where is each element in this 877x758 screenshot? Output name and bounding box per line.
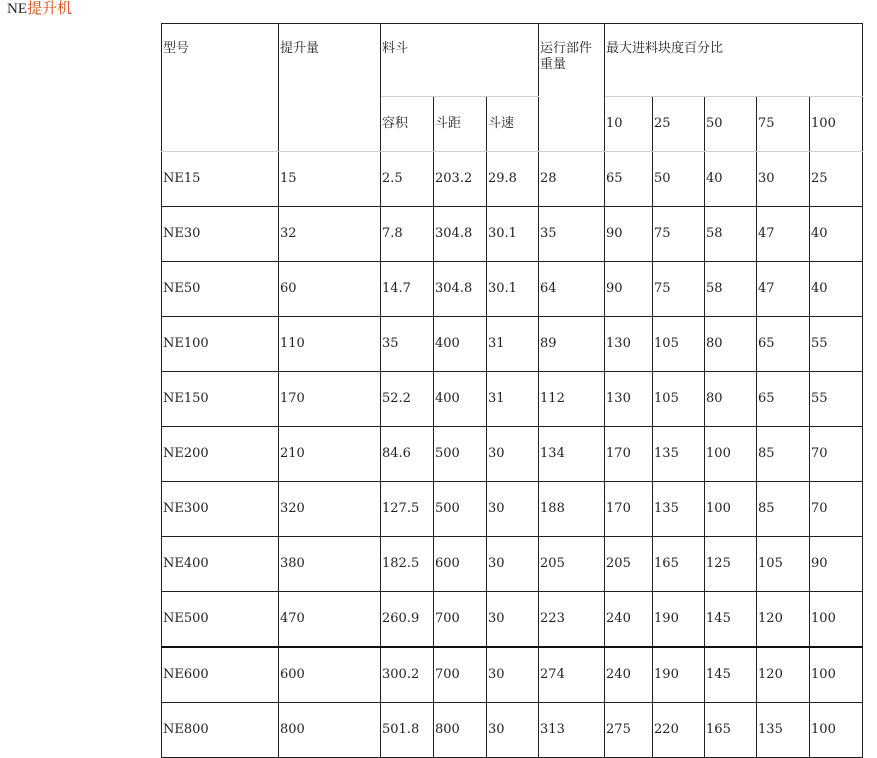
page-title [7, 0, 72, 18]
cell-bucket-speed: 31 [487, 372, 539, 427]
cell-pct-75: 85 [757, 427, 810, 482]
cell-bucket-pitch: 304.8 [434, 207, 487, 262]
cell-model: NE600 [162, 647, 279, 703]
cell-pct-10: 130 [605, 372, 653, 427]
cell-running-weight: 274 [539, 647, 605, 703]
cell-pct-100: 40 [810, 262, 863, 317]
cell-running-weight: 188 [539, 482, 605, 537]
table-row [162, 427, 863, 482]
header-bucket-volume: 容积 [381, 97, 434, 152]
cell-bucket-volume: 260.9 [381, 592, 434, 648]
cell-pct-75: 47 [757, 207, 810, 262]
cell-pct-50: 125 [705, 537, 757, 592]
spec-table [161, 23, 863, 758]
cell-pct-100: 70 [810, 427, 863, 482]
table-row [162, 647, 863, 703]
cell-pct-25: 220 [653, 703, 705, 758]
cell-pct-75: 65 [757, 372, 810, 427]
cell-pct-10: 205 [605, 537, 653, 592]
header-bucket-pitch: 斗距 [434, 97, 487, 152]
table-row [162, 262, 863, 317]
cell-pct-100: 100 [810, 592, 863, 648]
header-bucket: 料斗 [381, 24, 539, 97]
cell-bucket-volume: 182.5 [381, 537, 434, 592]
cell-pct-100: 100 [810, 647, 863, 703]
cell-bucket-pitch: 400 [434, 317, 487, 372]
cell-capacity: 470 [279, 592, 381, 648]
header-max-lump: 最大进料块度百分比 [605, 24, 863, 97]
cell-bucket-volume: 300.2 [381, 647, 434, 703]
cell-pct-10: 170 [605, 482, 653, 537]
cell-pct-100: 70 [810, 482, 863, 537]
cell-pct-50: 100 [705, 427, 757, 482]
header-pct-10: 10 [605, 97, 653, 152]
cell-pct-10: 170 [605, 427, 653, 482]
cell-bucket-speed: 30 [487, 647, 539, 703]
cell-bucket-speed: 30 [487, 427, 539, 482]
cell-pct-100: 100 [810, 703, 863, 758]
cell-pct-50: 58 [705, 262, 757, 317]
cell-capacity: 210 [279, 427, 381, 482]
cell-pct-50: 40 [705, 152, 757, 207]
cell-pct-50: 165 [705, 703, 757, 758]
cell-running-weight: 223 [539, 592, 605, 648]
cell-bucket-speed: 30.1 [487, 262, 539, 317]
cell-pct-100: 55 [810, 372, 863, 427]
cell-bucket-pitch: 700 [434, 592, 487, 648]
cell-running-weight: 134 [539, 427, 605, 482]
cell-pct-75: 120 [757, 592, 810, 648]
header-bucket-speed: 斗速 [487, 97, 539, 152]
cell-pct-50: 145 [705, 647, 757, 703]
cell-bucket-volume: 84.6 [381, 427, 434, 482]
cell-pct-25: 50 [653, 152, 705, 207]
cell-pct-25: 135 [653, 482, 705, 537]
cell-running-weight: 35 [539, 207, 605, 262]
cell-pct-50: 145 [705, 592, 757, 648]
cell-bucket-speed: 30 [487, 592, 539, 648]
cell-pct-25: 105 [653, 317, 705, 372]
cell-pct-10: 275 [605, 703, 653, 758]
cell-bucket-speed: 30.1 [487, 207, 539, 262]
cell-bucket-pitch: 400 [434, 372, 487, 427]
cell-pct-10: 65 [605, 152, 653, 207]
cell-bucket-pitch: 500 [434, 482, 487, 537]
cell-running-weight: 112 [539, 372, 605, 427]
table-row [162, 152, 863, 207]
cell-bucket-volume: 14.7 [381, 262, 434, 317]
cell-pct-100: 40 [810, 207, 863, 262]
cell-pct-25: 190 [653, 647, 705, 703]
table-row [162, 207, 863, 262]
cell-bucket-speed: 30 [487, 703, 539, 758]
cell-pct-100: 25 [810, 152, 863, 207]
cell-capacity: 170 [279, 372, 381, 427]
cell-pct-75: 30 [757, 152, 810, 207]
cell-pct-25: 190 [653, 592, 705, 648]
cell-bucket-speed: 29.8 [487, 152, 539, 207]
cell-running-weight: 28 [539, 152, 605, 207]
cell-bucket-volume: 52.2 [381, 372, 434, 427]
cell-running-weight: 205 [539, 537, 605, 592]
header-pct-100: 100 [810, 97, 863, 152]
cell-running-weight: 313 [539, 703, 605, 758]
table-row [162, 482, 863, 537]
cell-capacity: 800 [279, 703, 381, 758]
cell-pct-75: 85 [757, 482, 810, 537]
header-running-weight: 运行部件重量 [539, 24, 605, 152]
cell-bucket-pitch: 304.8 [434, 262, 487, 317]
header-pct-75: 75 [757, 97, 810, 152]
cell-pct-10: 90 [605, 207, 653, 262]
cell-running-weight: 89 [539, 317, 605, 372]
table-row [162, 703, 863, 758]
cell-capacity: 60 [279, 262, 381, 317]
table-row [162, 317, 863, 372]
cell-bucket-volume: 127.5 [381, 482, 434, 537]
cell-pct-100: 55 [810, 317, 863, 372]
cell-capacity: 380 [279, 537, 381, 592]
cell-model: NE500 [162, 592, 279, 648]
cell-bucket-volume: 501.8 [381, 703, 434, 758]
cell-pct-10: 130 [605, 317, 653, 372]
cell-running-weight: 64 [539, 262, 605, 317]
cell-model: NE100 [162, 317, 279, 372]
cell-pct-75: 65 [757, 317, 810, 372]
cell-bucket-volume: 35 [381, 317, 434, 372]
cell-model: NE400 [162, 537, 279, 592]
cell-pct-10: 240 [605, 592, 653, 648]
cell-bucket-speed: 31 [487, 317, 539, 372]
cell-pct-75: 120 [757, 647, 810, 703]
cell-capacity: 320 [279, 482, 381, 537]
header-capacity: 提升量 [279, 24, 381, 152]
page-title-name: 提升机 [27, 1, 73, 17]
cell-pct-50: 58 [705, 207, 757, 262]
header-pct-50: 50 [705, 97, 757, 152]
cell-model: NE30 [162, 207, 279, 262]
header-pct-25: 25 [653, 97, 705, 152]
cell-capacity: 600 [279, 647, 381, 703]
cell-model: NE50 [162, 262, 279, 317]
cell-pct-25: 165 [653, 537, 705, 592]
cell-bucket-pitch: 203.2 [434, 152, 487, 207]
cell-pct-100: 90 [810, 537, 863, 592]
spec-table-body [162, 24, 863, 758]
cell-capacity: 32 [279, 207, 381, 262]
cell-bucket-speed: 30 [487, 537, 539, 592]
cell-model: NE150 [162, 372, 279, 427]
cell-pct-75: 135 [757, 703, 810, 758]
cell-pct-50: 80 [705, 317, 757, 372]
cell-pct-75: 47 [757, 262, 810, 317]
cell-bucket-speed: 30 [487, 482, 539, 537]
cell-pct-50: 80 [705, 372, 757, 427]
header-model: 型号 [162, 24, 279, 152]
cell-pct-10: 240 [605, 647, 653, 703]
cell-pct-75: 105 [757, 537, 810, 592]
cell-pct-10: 90 [605, 262, 653, 317]
cell-bucket-pitch: 700 [434, 647, 487, 703]
cell-pct-25: 75 [653, 262, 705, 317]
table-row [162, 592, 863, 648]
cell-capacity: 15 [279, 152, 381, 207]
table-row [162, 537, 863, 592]
cell-pct-25: 105 [653, 372, 705, 427]
cell-bucket-pitch: 800 [434, 703, 487, 758]
cell-bucket-pitch: 600 [434, 537, 487, 592]
cell-bucket-pitch: 500 [434, 427, 487, 482]
cell-pct-25: 75 [653, 207, 705, 262]
header-row-group [162, 24, 863, 97]
cell-pct-25: 135 [653, 427, 705, 482]
cell-model: NE800 [162, 703, 279, 758]
cell-model: NE200 [162, 427, 279, 482]
cell-bucket-volume: 7.8 [381, 207, 434, 262]
cell-pct-50: 100 [705, 482, 757, 537]
table-row [162, 372, 863, 427]
cell-model: NE15 [162, 152, 279, 207]
cell-model: NE300 [162, 482, 279, 537]
page-title-model: NE [7, 1, 27, 17]
cell-bucket-volume: 2.5 [381, 152, 434, 207]
cell-capacity: 110 [279, 317, 381, 372]
